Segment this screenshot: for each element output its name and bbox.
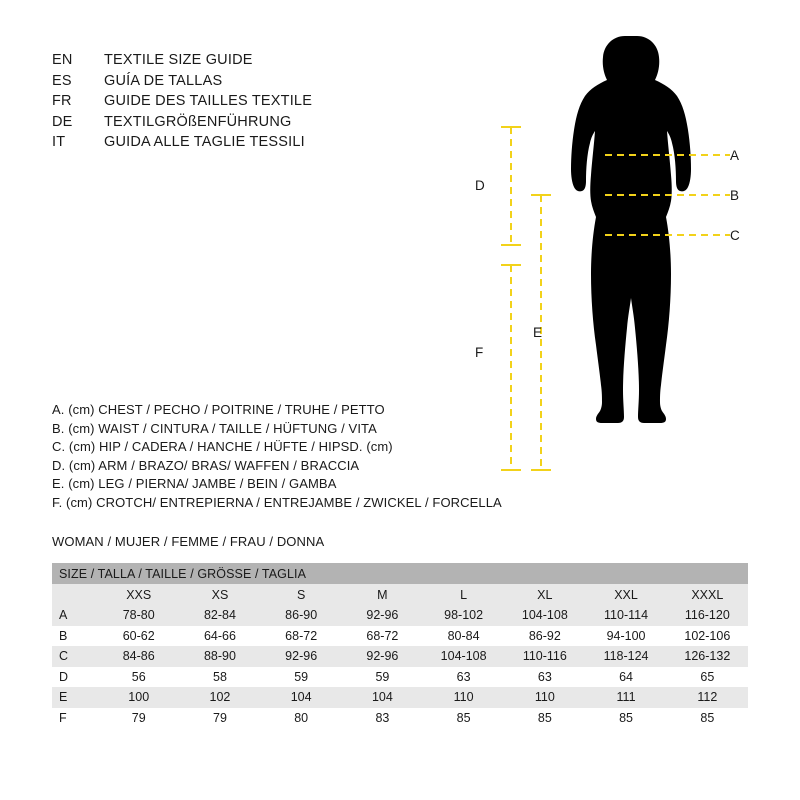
diagram-label-c: C [730, 228, 740, 243]
title-row [52, 91, 312, 112]
cell: 86-90 [261, 605, 342, 626]
cell: 104-108 [423, 646, 504, 667]
cell: 79 [98, 708, 179, 729]
table-row [52, 708, 748, 729]
table-row [52, 667, 748, 688]
cell: 92-96 [342, 646, 423, 667]
table-row [52, 687, 748, 708]
table-title: SIZE / TALLA / TAILLE / GRÖSSE / TAGLIA [52, 563, 748, 584]
cell: 110 [504, 687, 585, 708]
cell: 64 [585, 667, 666, 688]
row-label-a: A [52, 605, 98, 626]
cell: 79 [179, 708, 260, 729]
cell: 58 [179, 667, 260, 688]
cell: 102 [179, 687, 260, 708]
title-row [52, 50, 312, 71]
title-row [52, 112, 312, 133]
cell: 102-106 [667, 626, 748, 647]
cell: 92-96 [261, 646, 342, 667]
gender-label: WOMAN / MUJER / FEMME / FRAU / DONNA [52, 534, 325, 549]
cell: 126-132 [667, 646, 748, 667]
title-text-it: GUIDA ALLE TAGLIE TESSILI [104, 134, 305, 150]
title-text-en: TEXTILE SIZE GUIDE [104, 52, 253, 68]
cell: 88-90 [179, 646, 260, 667]
cell: 60-62 [98, 626, 179, 647]
cell: 100 [98, 687, 179, 708]
table-row [52, 626, 748, 647]
row-label-d: D [52, 667, 98, 688]
cell: 110-116 [504, 646, 585, 667]
column-header-blank [52, 584, 98, 605]
column-header-xxs: XXS [98, 584, 179, 605]
table-row [52, 646, 748, 667]
body-diagram [455, 30, 775, 500]
measurement-legend [52, 401, 502, 513]
column-header-xxxl: XXXL [667, 584, 748, 605]
cell: 85 [585, 708, 666, 729]
measurement-guides-vertical [501, 127, 551, 470]
cell: 83 [342, 708, 423, 729]
row-label-b: B [52, 626, 98, 647]
legend-line-c: C. (cm) HIP / CADERA / HANCHE / HÜFTE / HIPSD. (cm) [52, 439, 393, 455]
cell: 80 [261, 708, 342, 729]
cell: 92-96 [342, 605, 423, 626]
title-text-fr: GUIDE DES TAILLES TEXTILE [104, 93, 313, 109]
cell: 68-72 [261, 626, 342, 647]
table-row [52, 584, 748, 605]
table-header-row [52, 563, 748, 584]
cell: 86-92 [504, 626, 585, 647]
title-text-de: TEXTILGRÖßENFÜHRUNG [104, 113, 292, 130]
title-row [52, 71, 312, 92]
cell: 111 [585, 687, 666, 708]
diagram-label-d: D [475, 178, 485, 193]
cell: 84-86 [98, 646, 179, 667]
cell: 68-72 [342, 626, 423, 647]
column-header-m: M [342, 584, 423, 605]
cell: 112 [667, 687, 748, 708]
cell: 85 [667, 708, 748, 729]
woman-silhouette-icon [571, 36, 691, 423]
row-label-e: E [52, 687, 98, 708]
cell: 118-124 [585, 646, 666, 667]
language-code-de: DE [52, 113, 73, 130]
size-table-wrapper [52, 563, 748, 728]
row-label-f: F [52, 708, 98, 729]
title-text-es: GUÍA DE TALLAS [104, 72, 223, 89]
column-header-xs: XS [179, 584, 260, 605]
cell: 98-102 [423, 605, 504, 626]
column-header-xl: XL [504, 584, 585, 605]
diagram-label-b: B [730, 188, 740, 203]
column-header-s: S [261, 584, 342, 605]
cell: 104 [342, 687, 423, 708]
cell: 63 [504, 667, 585, 688]
cell: 78-80 [98, 605, 179, 626]
language-code-en: EN [52, 52, 73, 68]
cell: 59 [261, 667, 342, 688]
cell: 56 [98, 667, 179, 688]
language-code-es: ES [52, 72, 72, 89]
title-block [52, 50, 312, 153]
cell: 85 [423, 708, 504, 729]
cell: 116-120 [667, 605, 748, 626]
legend-line-e: E. (cm) LEG / PIERNA/ JAMBE / BEIN / GAMBA [52, 476, 337, 492]
legend-line-b: B. (cm) WAIST / CINTURA / TAILLE / HÜFTUNG / VITA [52, 420, 377, 436]
cell: 64-66 [179, 626, 260, 647]
table-row [52, 605, 748, 626]
column-header-xxl: XXL [585, 584, 666, 605]
size-table [52, 563, 748, 728]
legend-line-a: A. (cm) CHEST / PECHO / POITRINE / TRUHE / PETTO [52, 402, 385, 417]
cell: 94-100 [585, 626, 666, 647]
cell: 82-84 [179, 605, 260, 626]
legend-line-d: D. (cm) ARM / BRAZO/ BRAS/ WAFFEN / BRACCIA [52, 457, 360, 473]
language-code-it: IT [52, 134, 66, 150]
cell: 80-84 [423, 626, 504, 647]
diagram-label-e: E [533, 325, 543, 340]
column-header-l: L [423, 584, 504, 605]
cell: 85 [504, 708, 585, 729]
row-label-c: C [52, 646, 98, 667]
diagram-label-f: F [475, 345, 484, 360]
cell: 104 [261, 687, 342, 708]
cell: 104-108 [504, 605, 585, 626]
cell: 63 [423, 667, 504, 688]
title-row [52, 132, 312, 153]
legend-line-f: F. (cm) CROTCH/ ENTREPIERNA / ENTREJAMBE / ZWICKEL / FORCELLA [52, 494, 502, 510]
diagram-label-a: A [730, 148, 740, 163]
cell: 110-114 [585, 605, 666, 626]
language-code-fr: FR [52, 93, 72, 109]
cell: 65 [667, 667, 748, 688]
cell: 110 [423, 687, 504, 708]
cell: 59 [342, 667, 423, 688]
